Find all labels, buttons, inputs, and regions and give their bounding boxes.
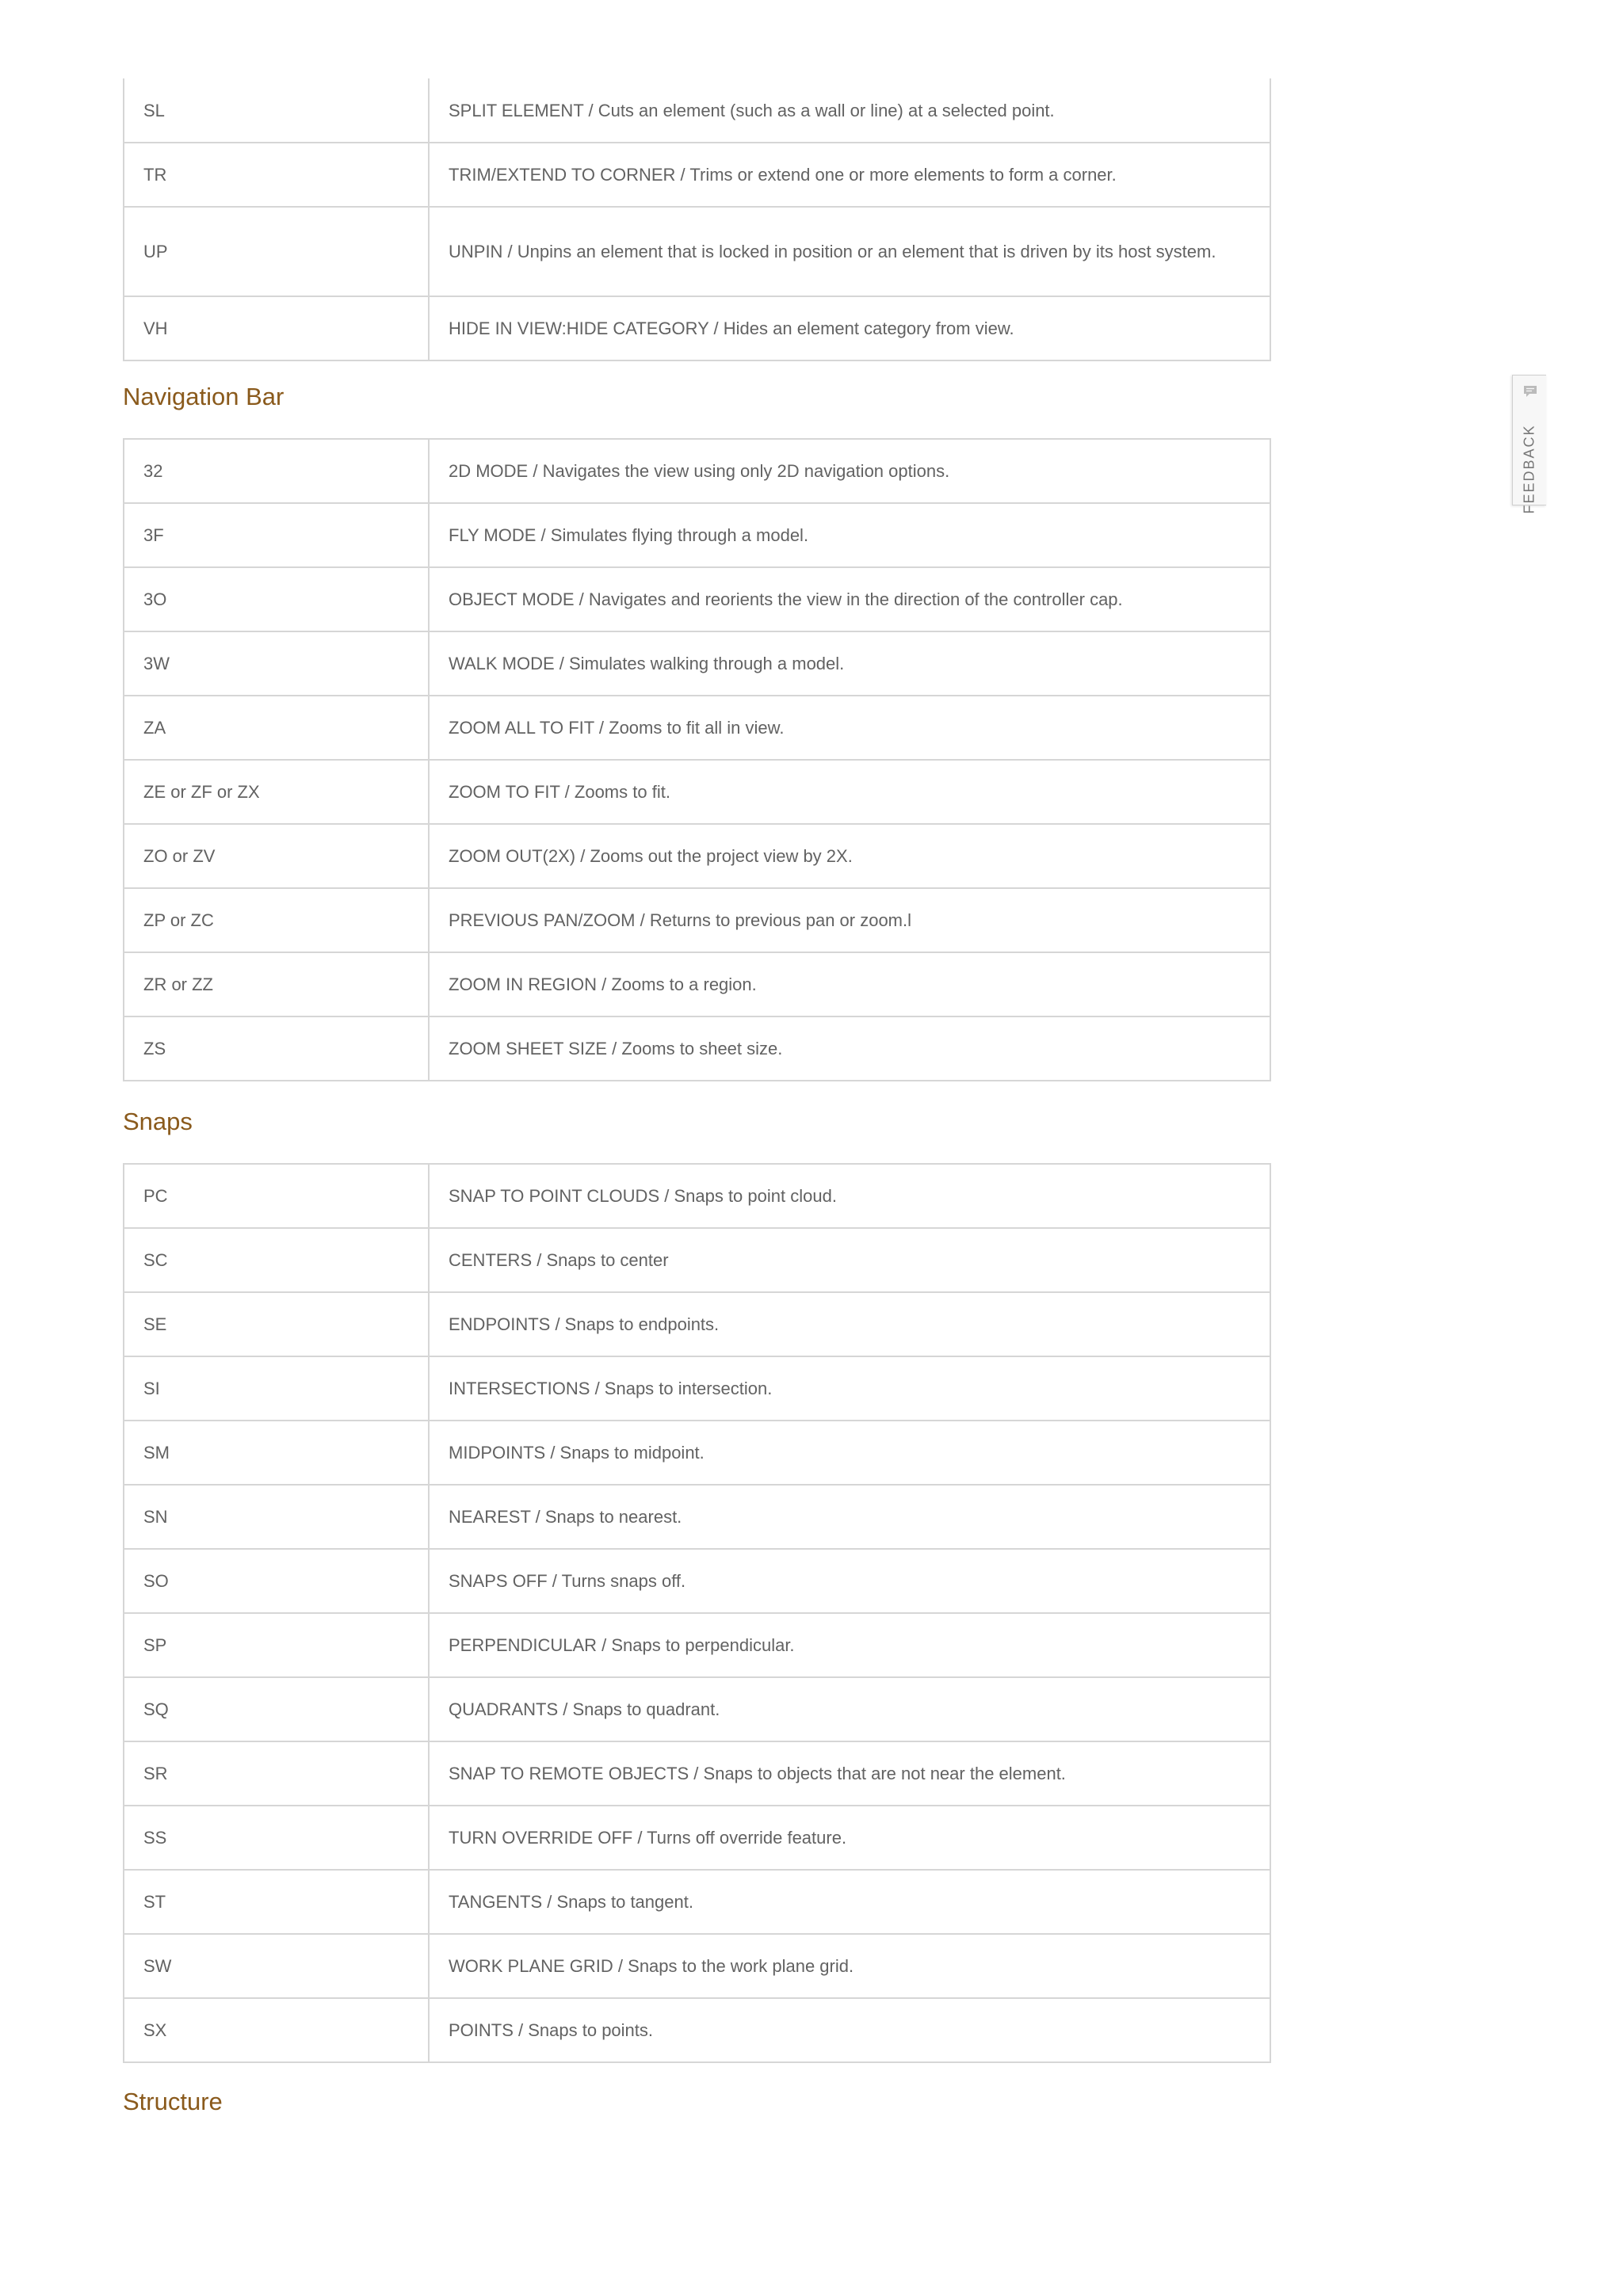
table-row xyxy=(124,952,1270,1016)
shortcut-key: ZS xyxy=(124,1016,429,1081)
shortcut-description: WALK MODE / Simulates walking through a model. xyxy=(429,631,1270,696)
shortcut-description: ZOOM SHEET SIZE / Zooms to sheet size. xyxy=(429,1016,1270,1081)
shortcut-description: SNAP TO POINT CLOUDS / Snaps to point cloud. xyxy=(429,1164,1270,1228)
shortcut-description: ZOOM IN REGION / Zooms to a region. xyxy=(429,952,1270,1016)
table-row xyxy=(124,1016,1270,1081)
speech-bubble-icon xyxy=(1522,383,1538,399)
shortcut-key: ZE or ZF or ZX xyxy=(124,760,429,824)
shortcut-description: POINTS / Snaps to points. xyxy=(429,1998,1270,2062)
shortcut-description: PREVIOUS PAN/ZOOM / Returns to previous pan or zoom.l xyxy=(429,888,1270,952)
table-row xyxy=(124,1421,1270,1485)
shortcut-description: ZOOM OUT(2X) / Zooms out the project view by 2X. xyxy=(429,824,1270,888)
shortcut-description: TRIM/EXTEND TO CORNER / Trims or extend one or more elements to form a corner. xyxy=(429,143,1270,207)
shortcut-key: ZR or ZZ xyxy=(124,952,429,1016)
shortcut-key: SQ xyxy=(124,1677,429,1741)
table-row xyxy=(124,824,1270,888)
table-row xyxy=(124,503,1270,567)
shortcut-description: SPLIT ELEMENT / Cuts an element (such as a wall or line) at a selected point. xyxy=(429,78,1270,143)
table-row xyxy=(124,1934,1270,1998)
page-bottom-area xyxy=(0,2220,1623,2296)
shortcut-key: PC xyxy=(124,1164,429,1228)
shortcut-description: OBJECT MODE / Navigates and reorients the view in the direction of the controller cap. xyxy=(429,567,1270,631)
shortcut-description: ZOOM ALL TO FIT / Zooms to fit all in view. xyxy=(429,696,1270,760)
shortcut-key: 3O xyxy=(124,567,429,631)
shortcut-description: HIDE IN VIEW:HIDE CATEGORY / Hides an element category from view. xyxy=(429,296,1270,360)
shortcut-key: VH xyxy=(124,296,429,360)
shortcut-key: SX xyxy=(124,1998,429,2062)
shortcut-key: 3W xyxy=(124,631,429,696)
shortcut-key: 32 xyxy=(124,439,429,503)
shortcut-key: SR xyxy=(124,1741,429,1806)
table-row xyxy=(124,1677,1270,1741)
shortcut-key: TR xyxy=(124,143,429,207)
shortcut-description: PERPENDICULAR / Snaps to perpendicular. xyxy=(429,1613,1270,1677)
table-row xyxy=(124,143,1270,207)
table-row xyxy=(124,78,1270,143)
table-row xyxy=(124,1485,1270,1549)
table-row xyxy=(124,1356,1270,1421)
shortcut-key: SS xyxy=(124,1806,429,1870)
structure-table-viewport xyxy=(123,2143,1271,2219)
shortcut-key: ZP or ZC xyxy=(124,888,429,952)
shortcut-description: UNPIN / Unpins an element that is locked in position or an element that is driven by its host system. xyxy=(429,207,1270,296)
shortcut-description: SNAP TO REMOTE OBJECTS / Snaps to objects that are not near the element. xyxy=(429,1741,1270,1806)
shortcut-key: SP xyxy=(124,1613,429,1677)
shortcut-description: CENTERS / Snaps to center xyxy=(429,1228,1270,1292)
table-row xyxy=(124,631,1270,696)
shortcut-key: SM xyxy=(124,1421,429,1485)
table-row xyxy=(124,1613,1270,1677)
table-row xyxy=(124,888,1270,952)
shortcut-description: 2D MODE / Navigates the view using only 2D navigation options. xyxy=(429,439,1270,503)
feedback-label: FEEDBACK xyxy=(1521,424,1537,514)
shortcut-description: ENDPOINTS / Snaps to endpoints. xyxy=(429,1292,1270,1356)
shortcut-key: ZA xyxy=(124,696,429,760)
table-row xyxy=(124,567,1270,631)
shortcuts-table-snaps xyxy=(123,1163,1271,2063)
table-row xyxy=(124,760,1270,824)
table-row xyxy=(124,296,1270,360)
shortcut-key: SW xyxy=(124,1934,429,1998)
shortcut-key: 3F xyxy=(124,503,429,567)
shortcuts-table-modify xyxy=(123,78,1271,361)
section-heading-navigation-bar: Navigation Bar xyxy=(123,383,285,410)
table-row xyxy=(124,439,1270,503)
shortcut-description: FLY MODE / Simulates flying through a model. xyxy=(429,503,1270,567)
shortcuts-table-navigation-bar xyxy=(123,438,1271,1081)
shortcut-description: MIDPOINTS / Snaps to midpoint. xyxy=(429,1421,1270,1485)
shortcut-key: SC xyxy=(124,1228,429,1292)
shortcut-description: ZOOM TO FIT / Zooms to fit. xyxy=(429,760,1270,824)
table-row xyxy=(124,1228,1270,1292)
shortcut-description: INTERSECTIONS / Snaps to intersection. xyxy=(429,1356,1270,1421)
shortcut-description: SNAPS OFF / Turns snaps off. xyxy=(429,1549,1270,1613)
table-row xyxy=(124,1164,1270,1228)
shortcut-key: SE xyxy=(124,1292,429,1356)
shortcut-description: QUADRANTS / Snaps to quadrant. xyxy=(429,1677,1270,1741)
table-row xyxy=(124,1998,1270,2062)
shortcut-key: UP xyxy=(124,207,429,296)
table-row xyxy=(124,1292,1270,1356)
shortcut-description: WORK PLANE GRID / Snaps to the work plane grid. xyxy=(429,1934,1270,1998)
shortcut-key: SN xyxy=(124,1485,429,1549)
table-row xyxy=(124,696,1270,760)
table-row xyxy=(124,1806,1270,1870)
table-row xyxy=(124,1741,1270,1806)
shortcut-key: ZO or ZV xyxy=(124,824,429,888)
shortcut-key: SI xyxy=(124,1356,429,1421)
table-row xyxy=(124,207,1270,296)
table-row xyxy=(124,1870,1270,1934)
shortcut-description: NEAREST / Snaps to nearest. xyxy=(429,1485,1270,1549)
table-row xyxy=(124,1549,1270,1613)
section-heading-structure: Structure xyxy=(123,2088,223,2115)
section-heading-snaps: Snaps xyxy=(123,1108,193,1135)
shortcut-key: SO xyxy=(124,1549,429,1613)
shortcut-description: TURN OVERRIDE OFF / Turns off override feature. xyxy=(429,1806,1270,1870)
feedback-tab[interactable] xyxy=(1512,375,1546,514)
shortcut-description: TANGENTS / Snaps to tangent. xyxy=(429,1870,1270,1934)
shortcut-key: ST xyxy=(124,1870,429,1934)
shortcut-key: SL xyxy=(124,78,429,143)
